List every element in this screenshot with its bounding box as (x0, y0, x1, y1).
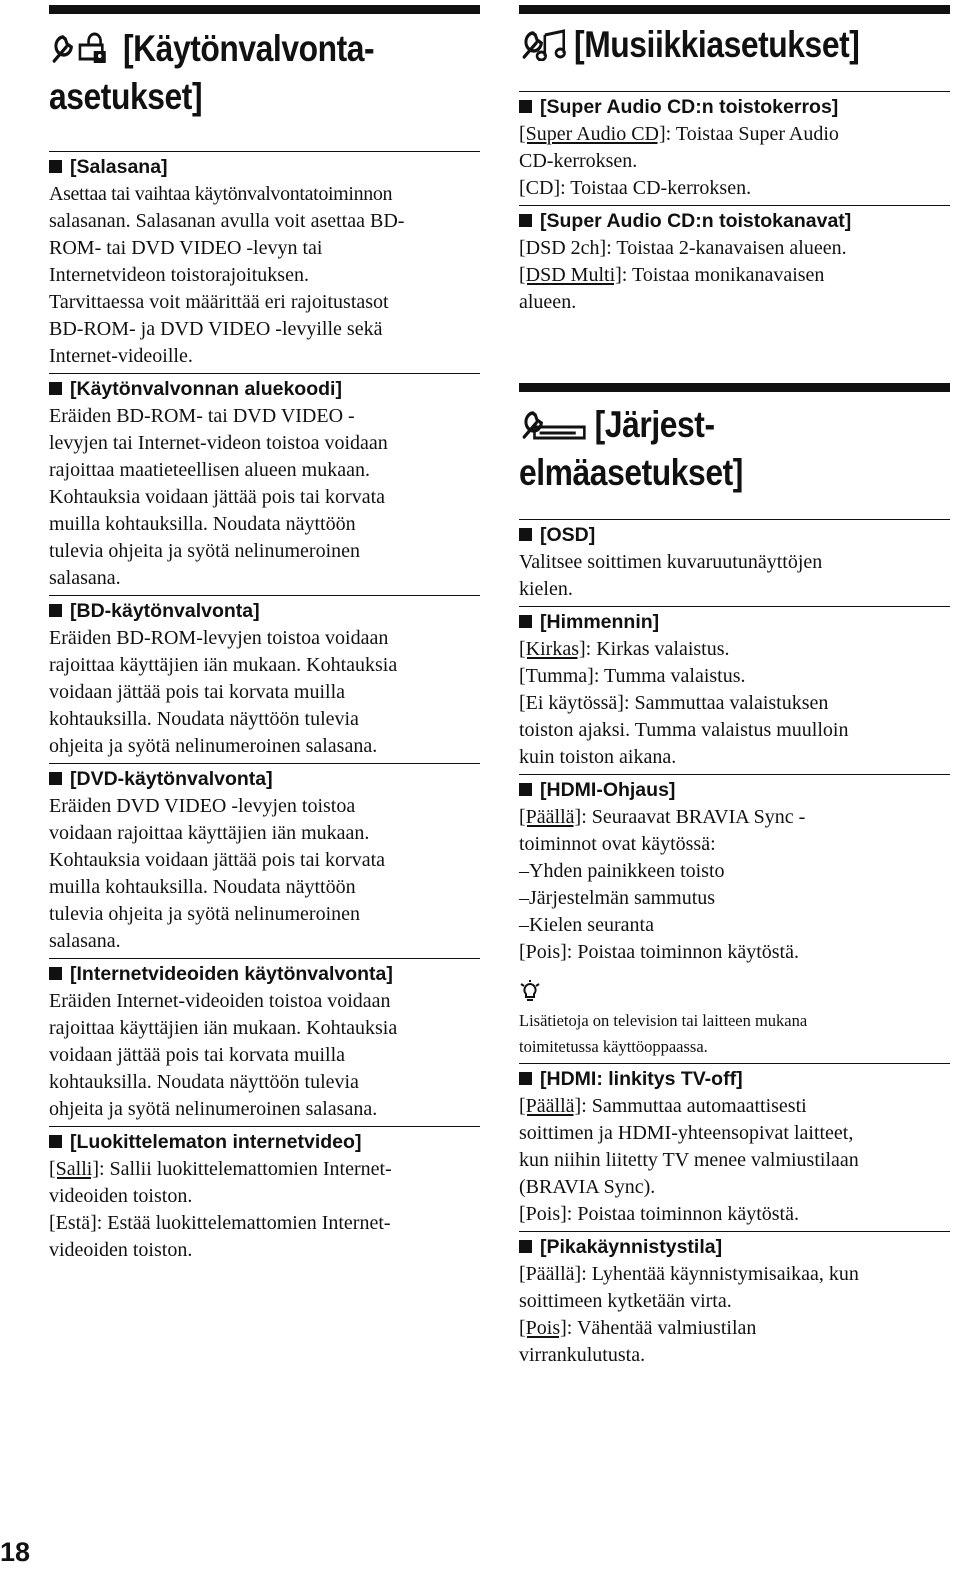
section-body: Eräiden BD-ROM- tai DVD VIDEO - levyjen tai Internet-videon toistoa voidaan rajoittaa maatieteellisen alueen mukaan. Kohtauksia voidaan jättää pois tai korvata muilla kohtauksilla. Noudata näyttöön tulevia ohjeita ja syötä nelinumeroinen salasana. (49, 405, 388, 589)
section-heading: [BD-käytönvalvonta] (49, 598, 480, 625)
wrench-music-note-icon (519, 25, 567, 71)
bullet-square-icon (519, 1072, 532, 1085)
system-settings-title: [Järjest- elmäasetukset] (519, 404, 743, 493)
bullet-square-icon (519, 783, 532, 796)
title-bar (519, 383, 950, 392)
default-option: [Päällä] (519, 1095, 582, 1117)
bullet-square-icon (49, 1135, 62, 1148)
title-bar (49, 5, 480, 14)
bullet-square-icon (49, 772, 62, 785)
title-line-1: [Käytönvalvonta- (122, 28, 375, 69)
section-body: Eräiden BD-ROM-levyjen toistoa voidaan rajoittaa käyttäjien iän mukaan. Kohtauksia voidaan jättää pois tai korvata muilla kohtauksilla. Noudata näyttöön tulevia ohjeita ja syötä nelinumeroinen salasana. (49, 627, 398, 757)
section-body: Eräiden Internet-videoiden toistoa voidaan rajoittaa käyttäjien iän mukaan. Kohtauksia voidaan jättää pois tai korvata muilla kohtauksilla. Noudata näyttöön tulevia ohjeita ja syötä nelinumeroinen salasana. (49, 990, 398, 1120)
hint-text: Lisätietoja on television tai laitteen mukana toimitetussa käyttöoppaassa. (519, 1011, 808, 1056)
music-settings-title: [Musiikkiasetukset] (519, 23, 949, 73)
hint-lightbulb-icon (519, 980, 950, 1004)
wrench-lock-icon (49, 29, 116, 75)
section-heading: [HDMI: linkitys TV-off] (519, 1066, 950, 1093)
section-body: [Päällä]: Lyhentää käynnistymisaikaa, kun soittimeen kytketään virta. [Pois]: Vähentää valmiustilan virrankulutusta. (519, 1263, 859, 1366)
section-heading: [DVD-käytönvalvonta] (49, 766, 480, 793)
bullet-square-icon (519, 615, 532, 628)
wrench-device-icon (519, 405, 588, 451)
page-number: 18 (0, 1537, 31, 1567)
right-column (519, 0, 950, 1369)
default-option: [Salli] (49, 1158, 99, 1180)
section-body: [Super Audio CD]: Toistaa Super Audio CD-kerroksen. [CD]: Toistaa CD-kerroksen. (519, 123, 839, 199)
section-body: [Kirkas]: Kirkas valaistus. [Tumma]: Tumma valaistus. [Ei käytössä]: Sammuttaa valaistuksen toiston ajaksi. Tumma valaistus muulloin kuin toiston aikana. (519, 638, 849, 768)
default-option: [Super Audio CD] (519, 123, 666, 145)
title-line-2: asetukset] (49, 76, 203, 117)
bullet-square-icon (49, 382, 62, 395)
section-heading: [Käytönvalvonnan aluekoodi] (49, 376, 480, 403)
left-column (49, 0, 480, 1264)
section-heading: [OSD] (519, 522, 950, 549)
bullet-square-icon (519, 100, 532, 113)
section-body: Valitsee soittimen kuvaruutunäyttöjen kielen. (519, 551, 823, 600)
section-body: [Päällä]: Sammuttaa automaattisesti soittimen ja HDMI-yhteensopivat laitteet, kun niihin liitetty TV menee valmiustilaan (BRAVIA Sync). [Pois]: Poistaa toiminnon käytöstä. (519, 1095, 859, 1225)
section-heading: [Super Audio CD:n toistokerros] (519, 94, 950, 121)
section-heading: [Luokittelematon internetvideo] (49, 1129, 480, 1156)
section-heading: [Super Audio CD:n toistokanavat] (519, 208, 950, 235)
bullet-square-icon (49, 160, 62, 173)
bullet-square-icon (49, 604, 62, 617)
section-heading: [Internetvideoiden käytönvalvonta] (49, 961, 480, 988)
bullet-square-icon (519, 214, 532, 227)
section-body: Asettaa tai vaihtaa käytönvalvontatoiminnon salasanan. Salasanan avulla voit asettaa BD- ROM- tai DVD VIDEO -levyn tai Internetvideon toistorajoituksen. Tarvittaessa voit määrittää eri rajoitustasot BD-ROM- ja DVD VIDEO -levyille sekä Internet-videoille. (49, 183, 405, 367)
section-heading: [HDMI-Ohjaus] (519, 777, 950, 804)
default-option: [Kirkas] (519, 638, 586, 660)
section-body: Eräiden DVD VIDEO -levyjen toistoa voidaan rajoittaa käyttäjien iän mukaan. Kohtauksia voidaan jättää pois tai korvata muilla kohtauksilla. Noudata näyttöön tulevia ohjeita ja syötä nelinumeroinen salasana. (49, 795, 386, 952)
section-body: [Salli]: Sallii luokittelemattomien Internet- videoiden toiston. [Estä]: Estää luokittelemattomien Internet- videoiden toiston. (49, 1158, 392, 1261)
parental-control-title (49, 27, 479, 119)
section-body: [DSD 2ch]: Toistaa 2-kanavaisen alueen. [DSD Multi]: Toistaa monikanavaisen alueen. (519, 237, 847, 313)
section-body: [Päällä]: Seuraavat BRAVIA Sync - toiminnot ovat käytössä: –Yhden painikkeen toisto –Järjestelmän sammutus –Kielen seuranta [Pois]: Poistaa toiminnon käytöstä. (519, 806, 806, 963)
section-heading: [Salasana] (49, 154, 480, 181)
default-option: [Päällä] (519, 806, 582, 828)
default-option: [DSD Multi] (519, 264, 622, 286)
section-heading: [Himmennin] (519, 609, 950, 636)
bullet-square-icon (49, 967, 62, 980)
bullet-square-icon (519, 1240, 532, 1253)
bullet-square-icon (519, 528, 532, 541)
default-option: [Pois] (519, 1317, 567, 1339)
section-heading: [Pikakäynnistystila] (519, 1234, 950, 1261)
title-bar (519, 5, 950, 14)
